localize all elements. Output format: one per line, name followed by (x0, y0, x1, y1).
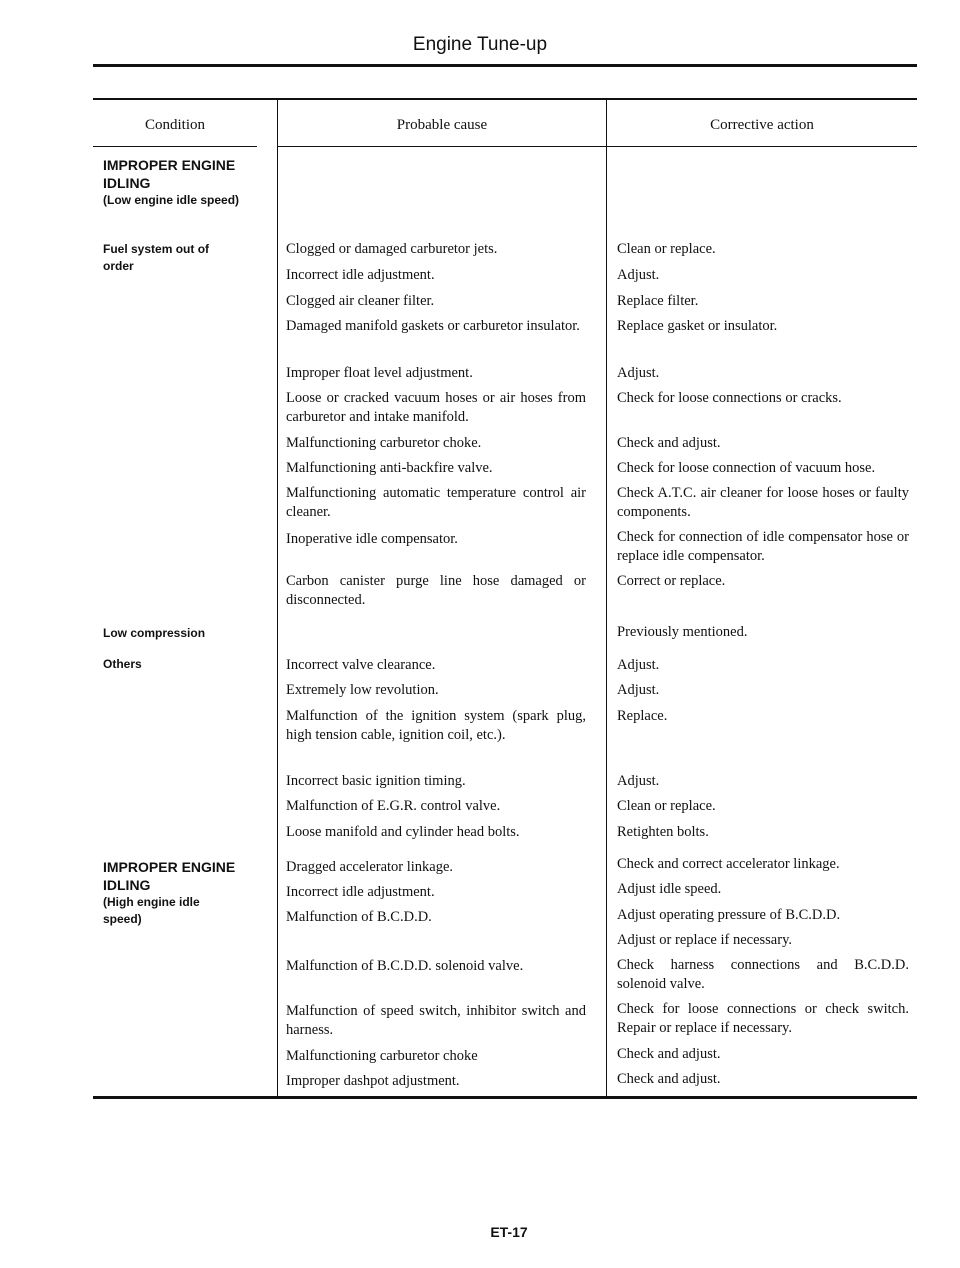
action-item: Adjust. (617, 267, 660, 283)
action-item: Retighten bolts. (617, 824, 709, 840)
condition-others-label: Others (103, 657, 142, 671)
header-underline-condition (93, 146, 257, 147)
cause-item: Incorrect basic ignition timing. (286, 773, 466, 789)
header-probable-cause: Probable cause (396, 117, 488, 133)
table-top-rule (93, 98, 917, 100)
action-item: Check for loose connections or check switch. Repair or replace if necessary. (617, 1001, 909, 1036)
cause-item: Dragged accelerator linkage. (286, 859, 454, 875)
action-item: Replace filter. (617, 293, 699, 309)
action-item: Replace gasket or insulator. (617, 318, 778, 334)
column-divider-1 (277, 99, 278, 1097)
cause-item: Malfunctioning anti-backfire valve. (286, 460, 493, 476)
cause-item: Inoperative idle compensator. (286, 531, 458, 547)
page-number: ET-17 (490, 1224, 528, 1240)
table-bottom-rule (93, 1096, 917, 1099)
cause-item: Malfunction of B.C.D.D. solenoid valve. (286, 958, 524, 974)
condition-low-idle-title: IMPROPER ENGINE IDLING (103, 157, 236, 191)
condition-others (103, 656, 268, 673)
action-item: Check and correct accelerator linkage. (617, 856, 840, 872)
header-condition: Condition (144, 117, 205, 133)
cause-item: Incorrect idle adjustment. (286, 884, 435, 900)
condition-high-idle (103, 858, 268, 928)
cause-item: Extremely low revolution. (286, 682, 439, 698)
cause-item: Malfunction of E.G.R. control valve. (286, 798, 501, 814)
condition-low-compression-label: Low compression (103, 626, 206, 640)
condition-high-idle-subtitle: (High engine idle speed) (103, 895, 200, 926)
action-item: Clean or replace. (617, 241, 716, 257)
condition-fuel-system-label: Fuel system out of order (103, 242, 210, 273)
action-item: Previously mentioned. (617, 624, 748, 640)
cause-item: Clogged or damaged carburetor jets. (286, 241, 498, 257)
cause-item: Loose or cracked vacuum hoses or air hoses from carburetor and intake manifold. (286, 390, 586, 425)
action-item: Check A.T.C. air cleaner for loose hoses or faulty components. (617, 485, 909, 520)
action-item: Adjust. (617, 657, 660, 673)
cause-item: Loose manifold and cylinder head bolts. (286, 824, 520, 840)
condition-low-idle (103, 156, 268, 209)
action-item: Adjust. (617, 682, 660, 698)
cause-item: Malfunction of the ignition system (spark plug, high tension cable, ignition coil, etc.). (286, 708, 586, 743)
cause-item: Damaged manifold gaskets or carburetor insulator. (286, 318, 580, 334)
action-item: Adjust idle speed. (617, 881, 722, 897)
cause-item: Incorrect valve clearance. (286, 657, 436, 673)
action-item: Check and adjust. (617, 1046, 721, 1062)
header-underline-cause (278, 146, 606, 147)
cause-item: Improper float level adjustment. (286, 365, 473, 381)
action-item: Check for loose connections or cracks. (617, 390, 842, 406)
condition-low-compression (103, 625, 268, 642)
cause-item: Malfunctioning automatic temperature control air cleaner. (286, 485, 586, 520)
condition-low-idle-subtitle: (Low engine idle speed) (103, 193, 240, 207)
top-rule (93, 64, 917, 67)
action-item: Check and adjust. (617, 435, 721, 451)
cause-item: Malfunction of B.C.D.D. (286, 909, 432, 925)
cause-item: Improper dashpot adjustment. (286, 1073, 460, 1089)
action-item: Adjust. (617, 773, 660, 789)
column-divider-2 (606, 99, 607, 1097)
header-corrective-action: Corrective action (710, 117, 814, 133)
action-item: Replace. (617, 708, 668, 724)
cause-item: Malfunctioning carburetor choke. (286, 435, 482, 451)
action-item: Check and adjust. (617, 1071, 721, 1087)
cause-item: Malfunctioning carburetor choke (286, 1048, 478, 1064)
action-item: Check for connection of idle compensator hose or replace idle compensator. (617, 529, 909, 564)
action-item: Correct or replace. (617, 573, 726, 589)
page-title: Engine Tune-up (412, 34, 548, 55)
cause-item: Incorrect idle adjustment. (286, 267, 435, 283)
cause-item: Malfunction of speed switch, inhibitor switch and harness. (286, 1003, 586, 1038)
action-item: Check for loose connection of vacuum hose. (617, 460, 876, 476)
condition-high-idle-title: IMPROPER ENGINE IDLING (103, 859, 236, 893)
action-item: Clean or replace. (617, 798, 716, 814)
action-item: Adjust or replace if necessary. (617, 932, 792, 948)
header-underline-action (607, 146, 917, 147)
action-item: Adjust. (617, 365, 660, 381)
action-item: Adjust operating pressure of B.C.D.D. (617, 907, 841, 923)
cause-item: Carbon canister purge line hose damaged or disconnected. (286, 573, 586, 608)
action-item: Check harness connections and B.C.D.D. solenoid valve. (617, 957, 909, 992)
condition-fuel-system (103, 241, 243, 275)
cause-item: Clogged air cleaner filter. (286, 293, 435, 309)
